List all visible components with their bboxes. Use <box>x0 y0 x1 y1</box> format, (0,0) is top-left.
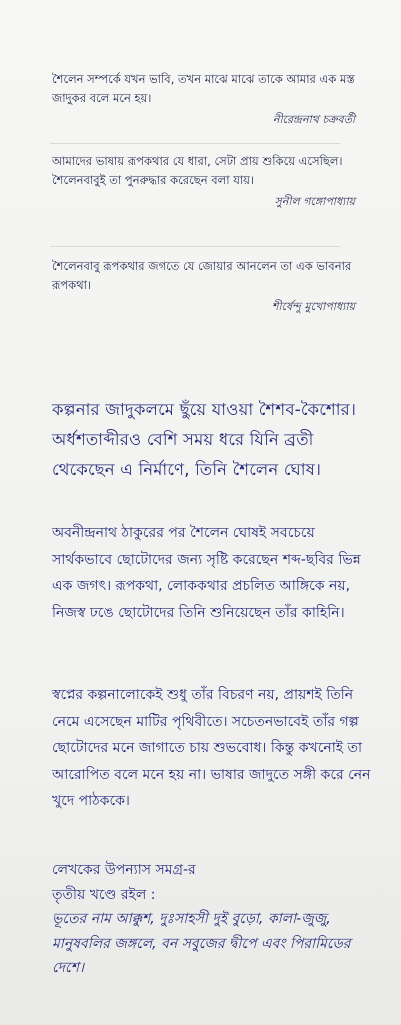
quote-block <box>52 257 357 317</box>
quote-text: শৈলেন সম্পর্কে যখন ভাবি, তখন মাঝে মাঝে তাকে আমার এক মস্ত জাদুকর বলে মনে হয়। <box>52 72 355 105</box>
divider <box>50 143 340 144</box>
quote-text: আমাদের ভাষায় রূপকথার যে ধারা, সেটা প্রায় শুকিয়ে এসেছিল। শৈলেনবাবুই তা পুনরুদ্ধার করেছেন বলা যায়। <box>52 154 343 187</box>
quote-author: নীরেন্দ্রনাথ চক্রবর্তী <box>272 113 355 126</box>
quote-block <box>52 70 357 130</box>
series-titles: ভূতের নাম আক্কুশ, দুঃসাহসী দুই বুড়ো, কালা-জুজু, মানুষবলির জঙ্গলে, বন সবুজের দ্বীপে এবং পিরামিডের দেশে। <box>52 911 351 976</box>
divider <box>50 246 340 247</box>
quote-text: শৈলেনবাবু রূপকথার জগতে যে জোয়ার আনলেন তা এক ভাবনার রূপকথা। <box>52 259 352 292</box>
body-paragraph: স্বপ্নের কল্পনালোকেই শুধু তাঁর বিচরণ নয়, প্রায়শই তিনি নেমে এসেছেন মাটির পৃথিবীতে। সচেতনভাবেই তাঁর গল্প ছোটোদের মনে জাগাতে চায় শুভবোধ। কিন্তু কখনোই তা আরোপিত বলে মনে হয় না। ভাষার জাদুতে সঙ্গী করে নেন খুদে পাঠককে। <box>52 687 371 809</box>
quote-author: শীর্ষেন্দু মুখোপাধ্যায় <box>271 300 355 313</box>
series-volume: তৃতীয় খণ্ডে রইল : <box>52 886 156 903</box>
lead-paragraph: কল্পনার জাদুকলমে ছুঁয়ে যাওয়া শৈশব-কৈশোর। অর্ধশতাব্দীরও বেশি সময় ধরে যিনি ব্রতী থেকেছেন এ নির্মাণে, তিনি শৈলেন ঘোষ। <box>52 400 357 479</box>
series-info <box>52 858 372 981</box>
quote-author: সুনীল গঙ্গোপাধ্যায় <box>274 195 355 208</box>
quote-block <box>52 152 357 212</box>
series-heading: লেখকের উপন্যাস সমগ্র-র <box>52 862 196 878</box>
body-paragraph: অবনীন্দ্রনাথ ঠাকুরের পর শৈলেন ঘোষই সবচেয়ে সার্থকভাবে ছোটোদের জন্য সৃষ্টি করেছেন শব্দ-ছবির ভিন্ন এক জগৎ। রূপকথা, লোককথার প্রচলিত আঙ্গিকে নয়, নিজস্ব ঢঙে ছোটোদের তিনি শুনিয়েছেন তাঁর কাহিনি। <box>52 525 361 621</box>
